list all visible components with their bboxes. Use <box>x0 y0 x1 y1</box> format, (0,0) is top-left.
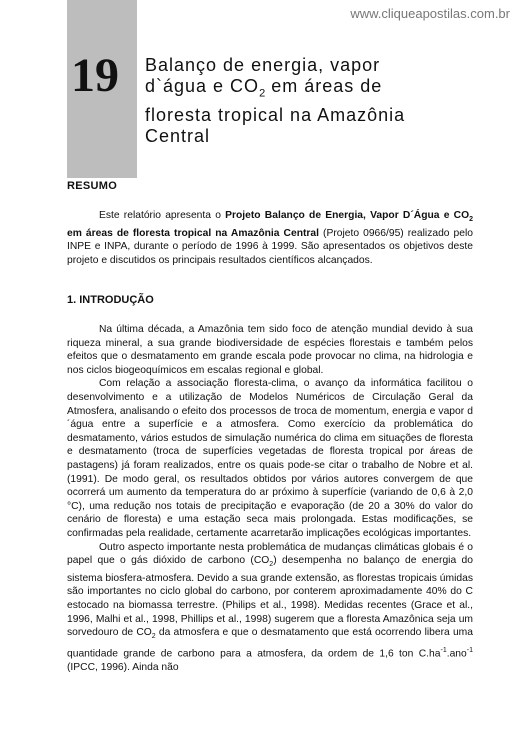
text-run: (IPCC, 1996). Ainda não <box>67 661 179 673</box>
text-run: (Projeto 0966/95) realizado pelo INPE e INPA, durante o período de 1996 à 1999. São apresentados os objetivos deste projeto e discutidos os principais resultados científicos alcançados. <box>67 227 474 266</box>
project-title: em áreas de floresta tropical na Amazônia Central <box>67 227 320 239</box>
intro-body <box>67 323 473 674</box>
chapter-title-line: Balanço de energia, vapor <box>145 55 381 75</box>
subscript: 2 <box>259 87 266 100</box>
project-title: Projeto Balanço de Energia, Vapor D´Água e CO <box>225 210 470 221</box>
chapter-title-line: Central <box>145 125 211 146</box>
subscript: 2 <box>469 216 473 224</box>
intro-paragraph: Com relação a associação floresta-clima, o avanço da informática facilitou o desenvolvimento e a utilização de Modelos Numéricos de Circulação Geral da Atmosfera, analisando o efeito dos processos de troca de momentum, energia e vapor d´água entre a superfície e a atmosfera. Como exercício da problemática do desmatamento, vários estudos de simulação numérica do clima em situações de floresta e desmatamento (troca de superfícies vegetadas de floresta tropical por áreas de pastagens) já foram realizados, entre os quais pode-se citar o trabalho de Nobre et al. (1991). De modo geral, os resultados obtidos por vários autores convergem de que ocorrerá um aumento da temperatura do ar próximo à superfície (variando de 0,6 à 2,0 °C), uma redução nos totais de precipitação e evaporação (de 20 a 30% do valor do cenário de floresta) e uma estação seca mais prolongada. Estas modificações, se confirmadas pela realidade, certamente acarretarão implicações ecológicas importantes. <box>67 378 473 539</box>
chapter-number: 19 <box>71 49 119 102</box>
watermark: www.cliqueapostilas.com.br <box>350 6 510 21</box>
resumo-paragraph <box>67 209 473 267</box>
chapter-title-line: floresta tropical na Amazônia <box>145 104 406 125</box>
text-run: da atmosfera e que o desmatamento que está ocorrendo libera uma quantidade grande de carbono para a atmosfera, da ordem de 1,6 ton C.ha <box>67 627 473 660</box>
superscript: -1 <box>440 646 447 654</box>
chapter-title-line: d`água e CO <box>145 76 260 96</box>
chapter-title <box>145 55 475 147</box>
intro-paragraph <box>67 541 473 675</box>
text-run: Outro aspecto importante nesta problemática de mudanças climáticas globais é o papel que o gás dióxido de carbono (CO <box>67 541 473 567</box>
text-run: Este relatório apresenta o <box>99 210 226 221</box>
intro-heading: 1. INTRODUÇÃO <box>67 294 154 306</box>
superscript: -1 <box>466 646 473 654</box>
subscript: 2 <box>269 561 274 569</box>
subscript: 2 <box>151 633 156 641</box>
chapter-title-line: em áreas de <box>265 76 383 96</box>
text-run: ) desempenha no balanço de energia do sistema biosfera-atmosfera. Devido a sua grande extensão, as florestas tropicais úmidas são importantes no ciclo global do carbono, por conterem aproximadamente 40% do C estocado na biomassa terrestre. (Philips et al., 1998). Medidas recentes (Grace et al., 1996, Malhi et al., 1998, Phillips et al., 1998) sugerem que a floresta Amazônica seja um sorvedouro de CO <box>67 555 473 639</box>
intro-paragraph: Na última década, a Amazônia tem sido foco de atenção mundial devido à sua riqueza mineral, a sua grande biodiversidade de espécies florestais e também pelos efeitos que o desmatamento em grande escala pode provocar no clima, na hidrologia e nos ciclos biogeoquímicos em escalas regional e global. <box>67 324 473 376</box>
resumo-heading: RESUMO <box>67 180 118 192</box>
text-run: .ano <box>446 648 467 660</box>
resumo-text <box>67 209 473 267</box>
